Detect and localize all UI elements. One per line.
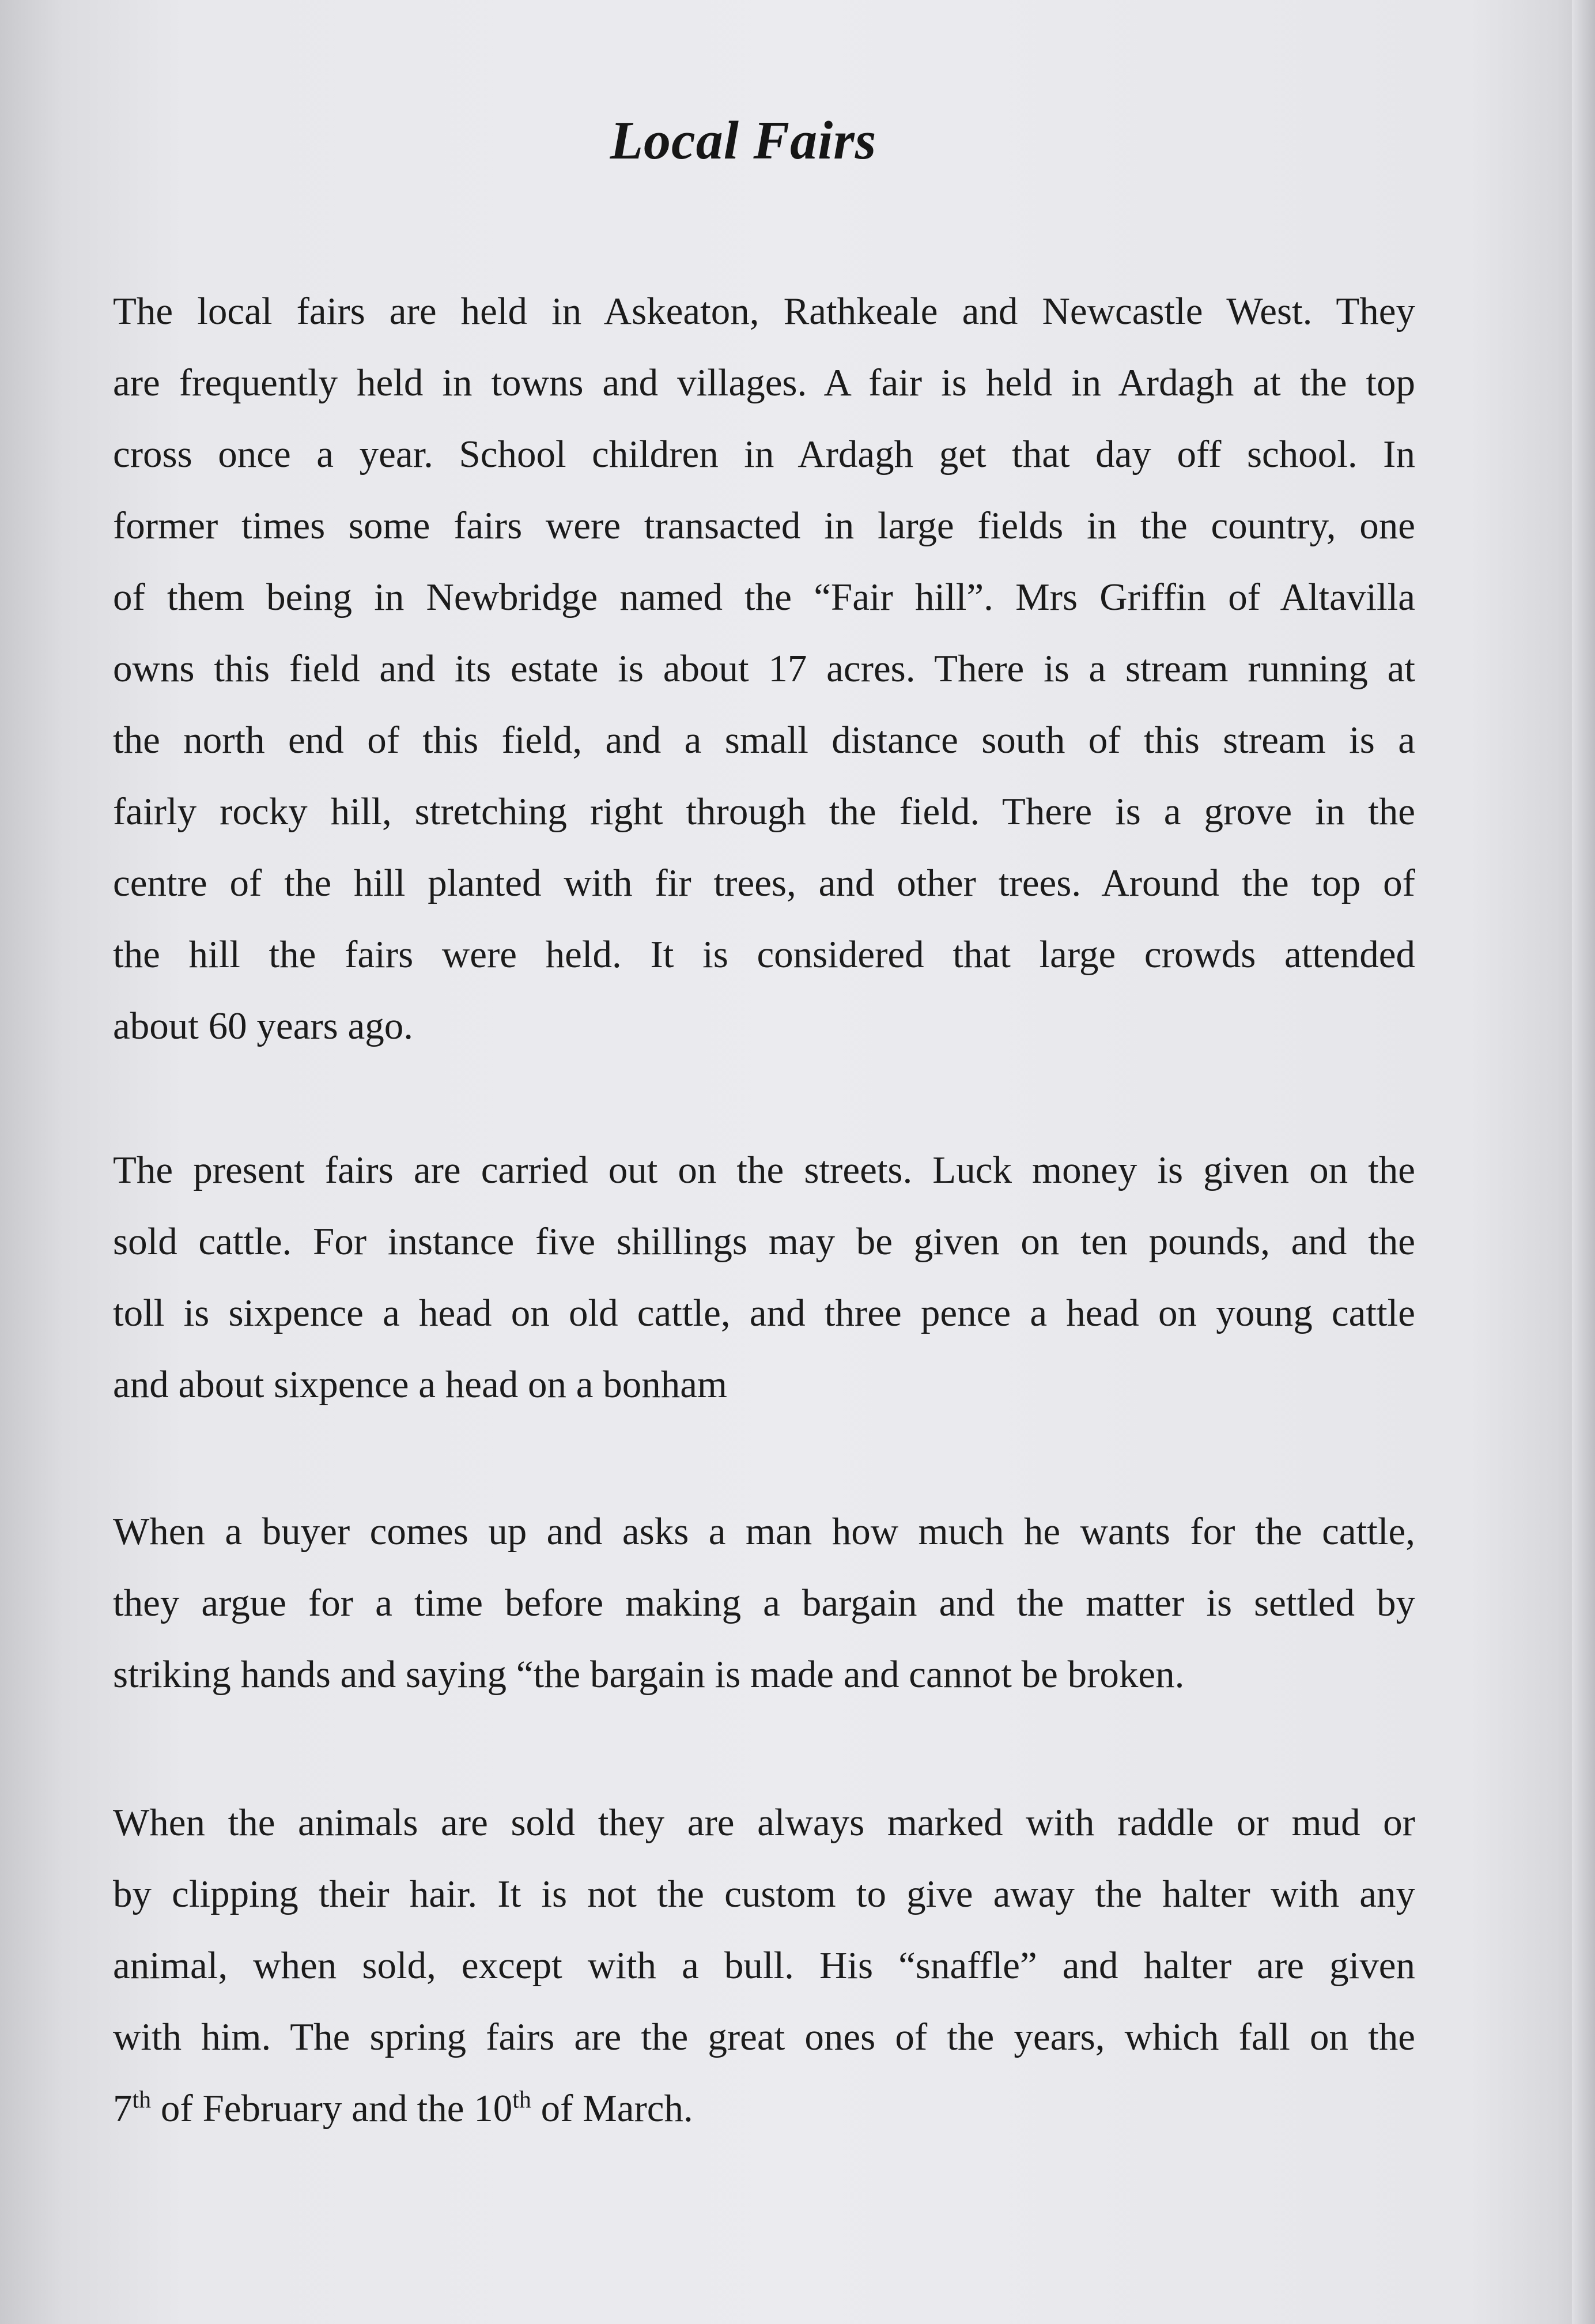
text-line: cross once a year. School children in Ardagh get that day off school. In — [113, 433, 1415, 476]
date-day: 7 — [113, 2087, 133, 2130]
text-line: striking hands and saying “the bargain is made and cannot be broken. — [113, 1653, 1185, 1696]
text-line: the hill the fairs were held. It is considered that large crowds attended — [113, 933, 1415, 976]
page-edge-shadow — [1572, 0, 1595, 2324]
paragraph-local-fairs-locations — [113, 276, 1415, 1062]
paragraph-bargaining — [113, 1496, 1415, 1710]
text-line: about 60 years ago. — [113, 1005, 413, 1047]
paragraph-marking-animals — [113, 1787, 1415, 2144]
text-line: are frequently held in towns and villages. A fair is held in Ardagh at the top — [113, 361, 1415, 404]
text-line: The local fairs are held in Askeaton, Rathkeale and Newcastle West. They — [113, 290, 1415, 333]
text-line: When the animals are sold they are always marked with raddle or mud or — [113, 1801, 1415, 1844]
text-line: and about sixpence a head on a bonham — [113, 1363, 728, 1406]
date-text: of March. — [531, 2087, 693, 2130]
text-line: owns this field and its estate is about 17 acres. There is a stream running at — [113, 647, 1415, 690]
text-line: toll is sixpence a head on old cattle, and three pence a head on young cattle — [113, 1292, 1415, 1334]
text-line-dates — [113, 2073, 1415, 2144]
text-line: centre of the hill planted with fir trees, and other trees. Around the top of — [113, 862, 1415, 904]
text-line: fairly rocky hill, stretching right through the field. There is a grove in the — [113, 790, 1415, 833]
text-line: When a buyer comes up and asks a man how much he wants for the cattle, — [113, 1510, 1415, 1553]
paragraph-present-fairs — [113, 1134, 1415, 1420]
date-day: 10 — [474, 2087, 513, 2130]
text-line: The present fairs are carried out on the streets. Luck money is given on the — [113, 1149, 1415, 1191]
text-line: of them being in Newbridge named the “Fair hill”. Mrs Griffin of Altavilla — [113, 576, 1415, 618]
text-line: they argue for a time before making a bargain and the matter is settled by — [113, 1582, 1415, 1624]
ordinal-suffix: th — [132, 2087, 152, 2114]
ordinal-suffix: th — [512, 2087, 531, 2114]
text-line: the north end of this field, and a small distance south of this stream is a — [113, 719, 1415, 761]
text-line: with him. The spring fairs are the great ones of the years, which fall on the — [113, 2016, 1415, 2058]
text-line: former times some fairs were transacted in large fields in the country, one — [113, 504, 1415, 547]
page-title: Local Fairs — [610, 111, 877, 171]
text-line: animal, when sold, except with a bull. His “snaffle” and halter are given — [113, 1944, 1415, 1987]
text-line: sold cattle. For instance five shillings may be given on ten pounds, and the — [113, 1220, 1415, 1263]
text-line: by clipping their hair. It is not the custom to give away the halter with any — [113, 1873, 1415, 1915]
date-text: of February and the — [151, 2087, 474, 2130]
